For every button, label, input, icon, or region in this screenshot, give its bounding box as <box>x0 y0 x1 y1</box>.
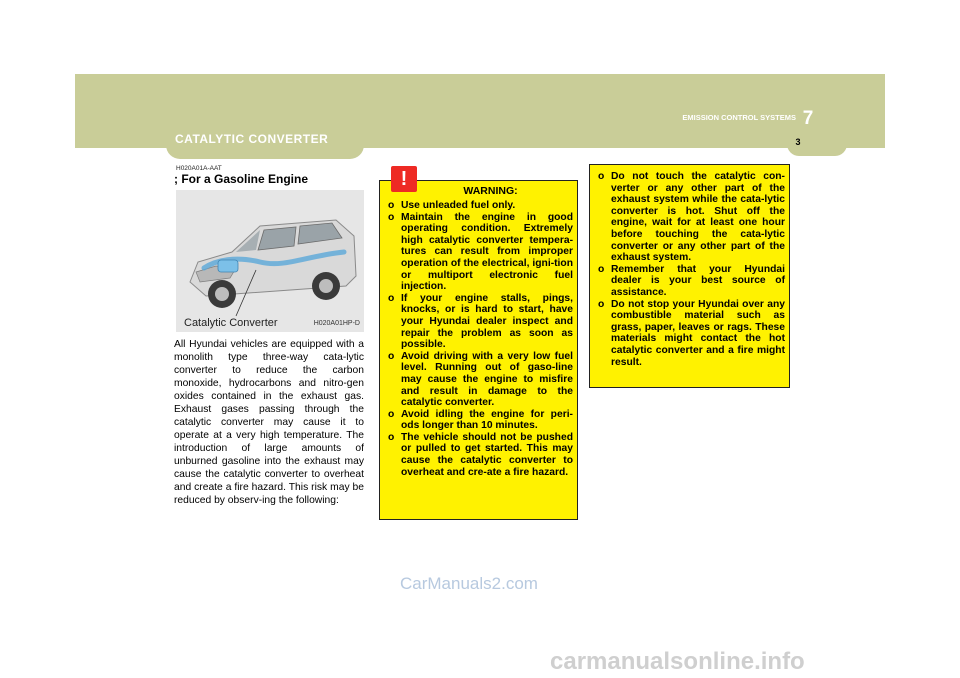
warning-item <box>388 293 573 351</box>
warning-list <box>388 200 573 478</box>
figure-caption: Catalytic Converter <box>184 317 278 329</box>
bullet: o <box>598 263 605 275</box>
caution-item-text: Do not touch the catalytic con-verter or any other part of the exhaust system while the cata-lytic converter is hot. Shut off the engine, wait for at least one hour before touching the cata-lytic converter or any other part of the exhaust system. <box>611 171 785 264</box>
caution-item <box>598 299 785 369</box>
warning-item <box>388 409 573 432</box>
watermark-carmanuals2[interactable]: CarManuals2.com <box>400 574 538 593</box>
caution-item-text: Do not stop your Hyundai over any combustible material such as grass, paper, leaves or rags. These materials might contact the hot catalytic converter and a fire might result. <box>611 298 785 368</box>
caution-box <box>589 164 790 388</box>
chapter-number: 7 <box>802 108 814 129</box>
chapter-label: EMISSION CONTROL SYSTEMS <box>682 113 796 122</box>
warning-item-text: Use unleaded fuel only. <box>401 200 516 211</box>
intro-paragraph: All Hyundai vehicles are equipped with a monolith type three-way cata-lytic converter to reduce the carbon monoxide, hydrocarbons and nitro-gen oxides contained in the exhaust gas. Exhaust gases passing through the catalytic converter may cause it to operate at a very high temperature. The introduction of large amounts of unburned gasoline into the exhaust may cause the catalytic converter to overheat and create a fire hazard. This risk may be reduced by observ-ing the following: <box>174 339 364 506</box>
warning-item <box>388 200 573 212</box>
bullet: o <box>388 200 395 211</box>
warning-item <box>388 432 573 478</box>
subheading: ; For a Gasoline Engine <box>174 172 309 186</box>
page-number: 3 <box>795 137 801 147</box>
bullet: o <box>388 431 395 443</box>
figure-code: H020A01HP-D <box>313 320 360 327</box>
warning-item <box>388 212 573 293</box>
bullet: o <box>598 298 605 310</box>
caution-item <box>598 264 785 299</box>
warning-box <box>379 180 578 520</box>
bullet: o <box>388 211 395 223</box>
bullet: o <box>388 408 395 420</box>
warning-item-text: Maintain the engine in good operating condition. Extremely high catalytic converter tempera-tures can result from improper operation of the electrical, igni-tion or multiport electronic fuel injection. <box>401 211 573 293</box>
watermark-carmanualsonline[interactable]: carmanualsonline.info <box>550 648 805 675</box>
caution-item-text: Remember that your Hyundai dealer is your best source of assistance. <box>611 263 785 298</box>
warning-item-text: Avoid idling the engine for peri-ods longer than 10 minutes. <box>401 408 573 432</box>
warning-item-text: Avoid driving with a very low fuel level. Running out of gaso-line may cause the engine to misfire and result in damage to the catalytic converter. <box>401 350 573 409</box>
bullet: o <box>388 350 395 362</box>
caution-item <box>598 171 785 264</box>
section-code: H020A01A-AAT <box>176 165 222 172</box>
warning-exclamation-icon: ! <box>391 166 417 192</box>
section-title: CATALYTIC CONVERTER <box>175 132 329 146</box>
warning-item-text: The vehicle should not be pushed or pulled to get started. This may cause the catalytic converter to overheat and cre-ate a fire hazard. <box>401 431 573 478</box>
caution-list <box>598 171 785 368</box>
bullet: o <box>388 292 395 304</box>
car-drawing <box>176 190 364 332</box>
warning-item-text: If your engine stalls, pings, knocks, or is hard to start, have your Hyundai dealer inspect and repair the problem as soon as possible. <box>401 292 573 351</box>
warning-title: WARNING: <box>463 185 518 197</box>
bullet: o <box>598 171 605 182</box>
car-illustration <box>176 190 364 332</box>
warning-item <box>388 351 573 409</box>
